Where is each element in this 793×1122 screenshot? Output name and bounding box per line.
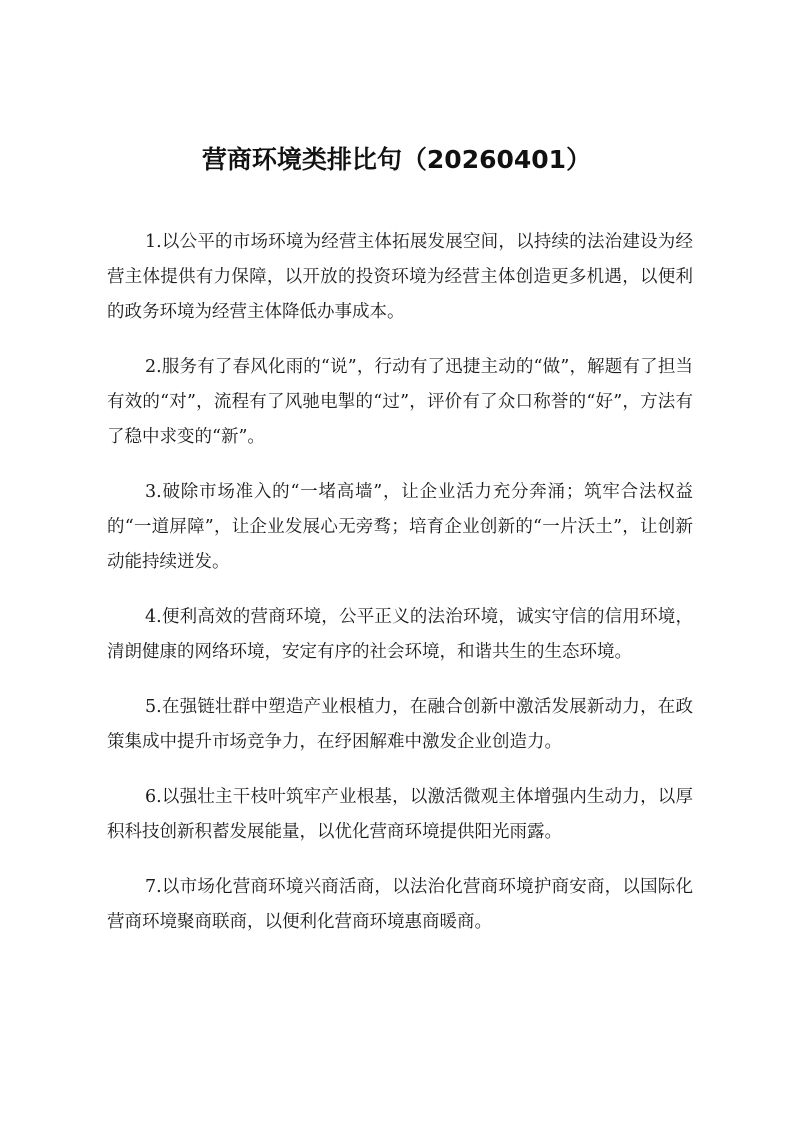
document-title: 营商环境类排比句（20260401） — [201, 145, 592, 174]
paragraph-6: 6.以强壮主干枝叶筑牢产业根基，以激活微观主体增强内生动力，以厚积科技创新积蓄发展能量，以优化营商环境提供阳光雨露。 — [107, 787, 693, 842]
paragraph-7: 7.以市场化营商环境兴商活商，以法治化营商环境护商安商，以国际化营商环境聚商联商，以便利化营商环境惠商暖商。 — [107, 877, 693, 932]
paragraph-1: 1.以公平的市场环境为经营主体拓展发展空间，以持续的法治建设为经营主体提供有力保障，以开放的投资环境为经营主体创造更多机遇，以便利的政务环境为经营主体降低办事成本。 — [107, 232, 693, 322]
document-body — [107, 225, 693, 960]
paragraph-2: 2.服务有了春风化雨的“说”，行动有了迅捷主动的“做”，解题有了担当有效的“对”，流程有了风驰电掣的“过”，评价有了众口称誉的“好”，方法有了稳中求变的“新”。 — [107, 357, 693, 447]
paragraph-4: 4.便利高效的营商环境，公平正义的法治环境，诚实守信的信用环境，清朗健康的网络环境，安定有序的社会环境，和谐共生的生态环境。 — [107, 607, 693, 662]
paragraph-5: 5.在强链壮群中塑造产业根植力，在融合创新中激活发展新动力，在政策集成中提升市场竞争力，在纾困解难中激发企业创造力。 — [107, 697, 693, 752]
paragraph-3: 3.破除市场准入的“一堵高墙”，让企业活力充分奔涌；筑牢合法权益的“一道屏障”，让企业发展心无旁骛；培育企业创新的“一片沃土”，让创新动能持续迸发。 — [107, 482, 693, 572]
